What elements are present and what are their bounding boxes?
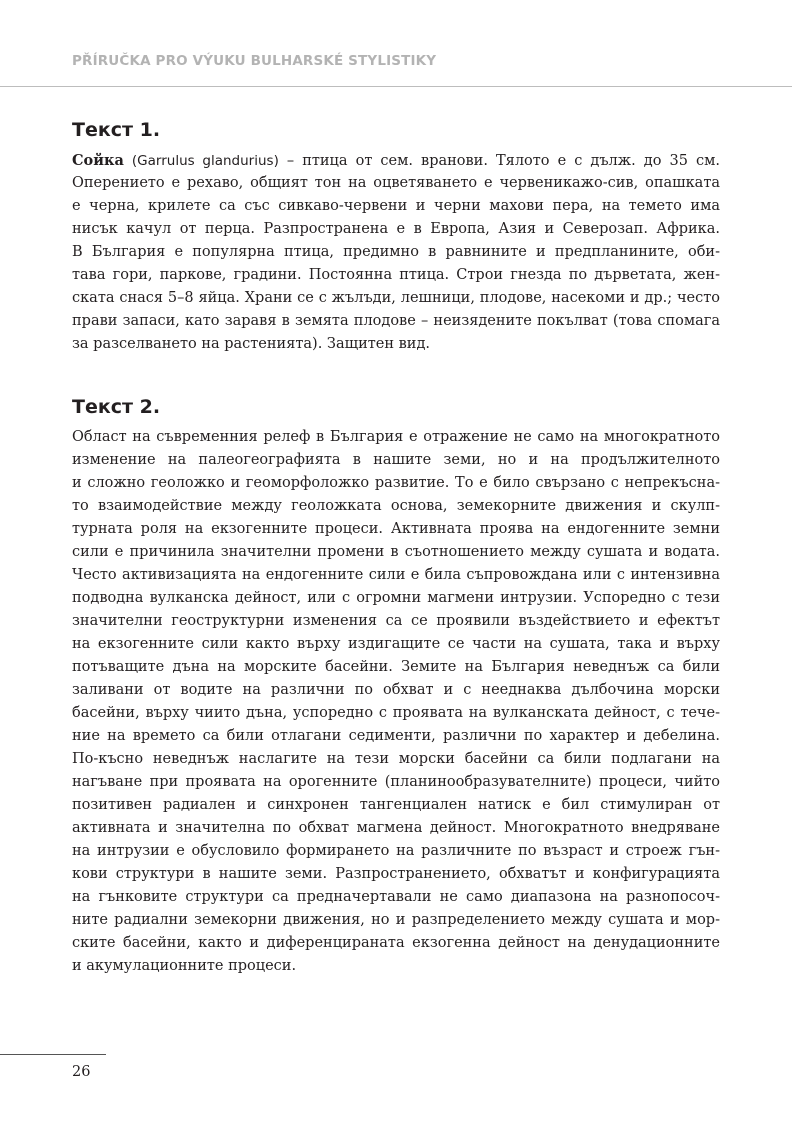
paragraph-line: сили е причинила значителни промени в съотношението между сушата и водата. <box>72 544 720 560</box>
paragraph-line: изменение на палеогеографията в нашите земи, но и на продължителното <box>72 452 720 468</box>
paragraph-line: нисък качул от перца. Разпространена е в Европа, Азия и Северозап. Африка. <box>72 221 720 237</box>
paragraph-line: турната роля на екзогенните процеси. Активната проява на ендогенните земни <box>72 521 720 537</box>
paragraph-line: заливани от водите на различни по обхват и с нееднаква дълбочина морски <box>72 682 720 698</box>
text-2-paragraph <box>72 426 720 978</box>
paragraph-line: е черна, крилете са със сивкаво-червени и черни махови пера, на темето има <box>72 198 720 214</box>
paragraph-line: тава гори, паркове, градини. Постоянна птица. Строи гнезда по дърветата, жен- <box>72 267 720 283</box>
header-rule <box>0 86 792 87</box>
paragraph-line: значителни геоструктурни изменения са се проявили въздействието и ефектът <box>72 613 720 629</box>
latin-name: (Garrulus glandurius) <box>131 153 279 169</box>
term-soyka: Сойка <box>72 152 124 169</box>
paragraph-line: ние на времето са били отлагани седименти, различни по характер и дебелина. <box>72 728 720 744</box>
paragraph-line: на гънковите структури са предначертавали не само диапазона на разнопосоч- <box>72 889 720 905</box>
running-header: PŘÍRUČKA PRO VÝUKU BULHARSKÉ STYLISTIKY <box>72 53 437 69</box>
paragraph-line: на екзогенните сили както върху издигащите се части на сушата, така и върху <box>72 636 720 652</box>
paragraph-line: По-късно неведнъж наслагите на тези морски басейни са били подлагани на <box>72 751 720 767</box>
page-number: 26 <box>72 1064 91 1080</box>
paragraph-line: В България е популярна птица, предимно в равнините и предпланините, оби- <box>72 244 720 260</box>
footer-rule <box>0 1054 106 1055</box>
paragraph-line: позитивен радиален и синхронен тангенциален натиск е бил стимулиран от <box>72 797 720 813</box>
paragraph-line: Област на съвременния релеф в България е отражение не само на многократното <box>72 429 720 445</box>
paragraph-line: прави запаси, като заравя в земята плодове – неизядените покълват (това спомага <box>72 313 720 329</box>
paragraph-line: нагъване при проявата на орогенните (планинообразувателните) процеси, чийто <box>72 774 720 790</box>
paragraph-line: то взаимодействие между геоложката основа, земекорните движения и скулп- <box>72 498 720 514</box>
section-heading-text-1: Текст 1. <box>72 119 161 141</box>
paragraph-line: за разселването на растенията). Защитен вид. <box>72 336 430 352</box>
paragraph-line-text: – птица от сем. вранови. Тялото е с дълж. до 35 см. <box>278 153 720 169</box>
paragraph-line <box>72 149 720 172</box>
section-heading-text-2: Текст 2. <box>72 396 161 418</box>
paragraph-line: ните радиални земекорни движения, но и разпределението между сушата и мор- <box>72 912 720 928</box>
paragraph-line: басейни, върху чиито дъна, успоредно с проявата на вулканската дейност, с тече- <box>72 705 720 721</box>
text-1-paragraph <box>72 149 720 356</box>
paragraph-line: Често активизацията на ендогенните сили е била съпровождана или с интензивна <box>72 567 720 583</box>
paragraph-line: ските басейни, както и диференцираната екзогенна дейност на денудационните <box>72 935 720 951</box>
paragraph-line: ската снася 5–8 яйца. Храни се с жълъди, лешници, плодове, насекоми и др.; често <box>72 290 720 306</box>
paragraph-line: Оперението е рехаво, общият тон на оцветяването е червеникажо-сив, опашката <box>72 175 720 191</box>
paragraph-line: потъващите дъна на морските басейни. Земите на България неведнъж са били <box>72 659 720 675</box>
paragraph-line: активната и значителна по обхват магмена дейност. Многократното внедряване <box>72 820 720 836</box>
paragraph-line: подводна вулканска дейност, или с огромни магмени интрузии. Успоредно с тези <box>72 590 720 606</box>
paragraph-line: кови структури в нашите земи. Разпространението, обхватът и конфигурацията <box>72 866 720 882</box>
paragraph-line: и сложно геоложко и геоморфоложко развитие. То е било свързано с непрекъсна- <box>72 475 720 491</box>
paragraph-line: и акумулационните процеси. <box>72 958 297 974</box>
paragraph-line: на интрузии е обусловило формирането на различните по възраст и строеж гън- <box>72 843 720 859</box>
